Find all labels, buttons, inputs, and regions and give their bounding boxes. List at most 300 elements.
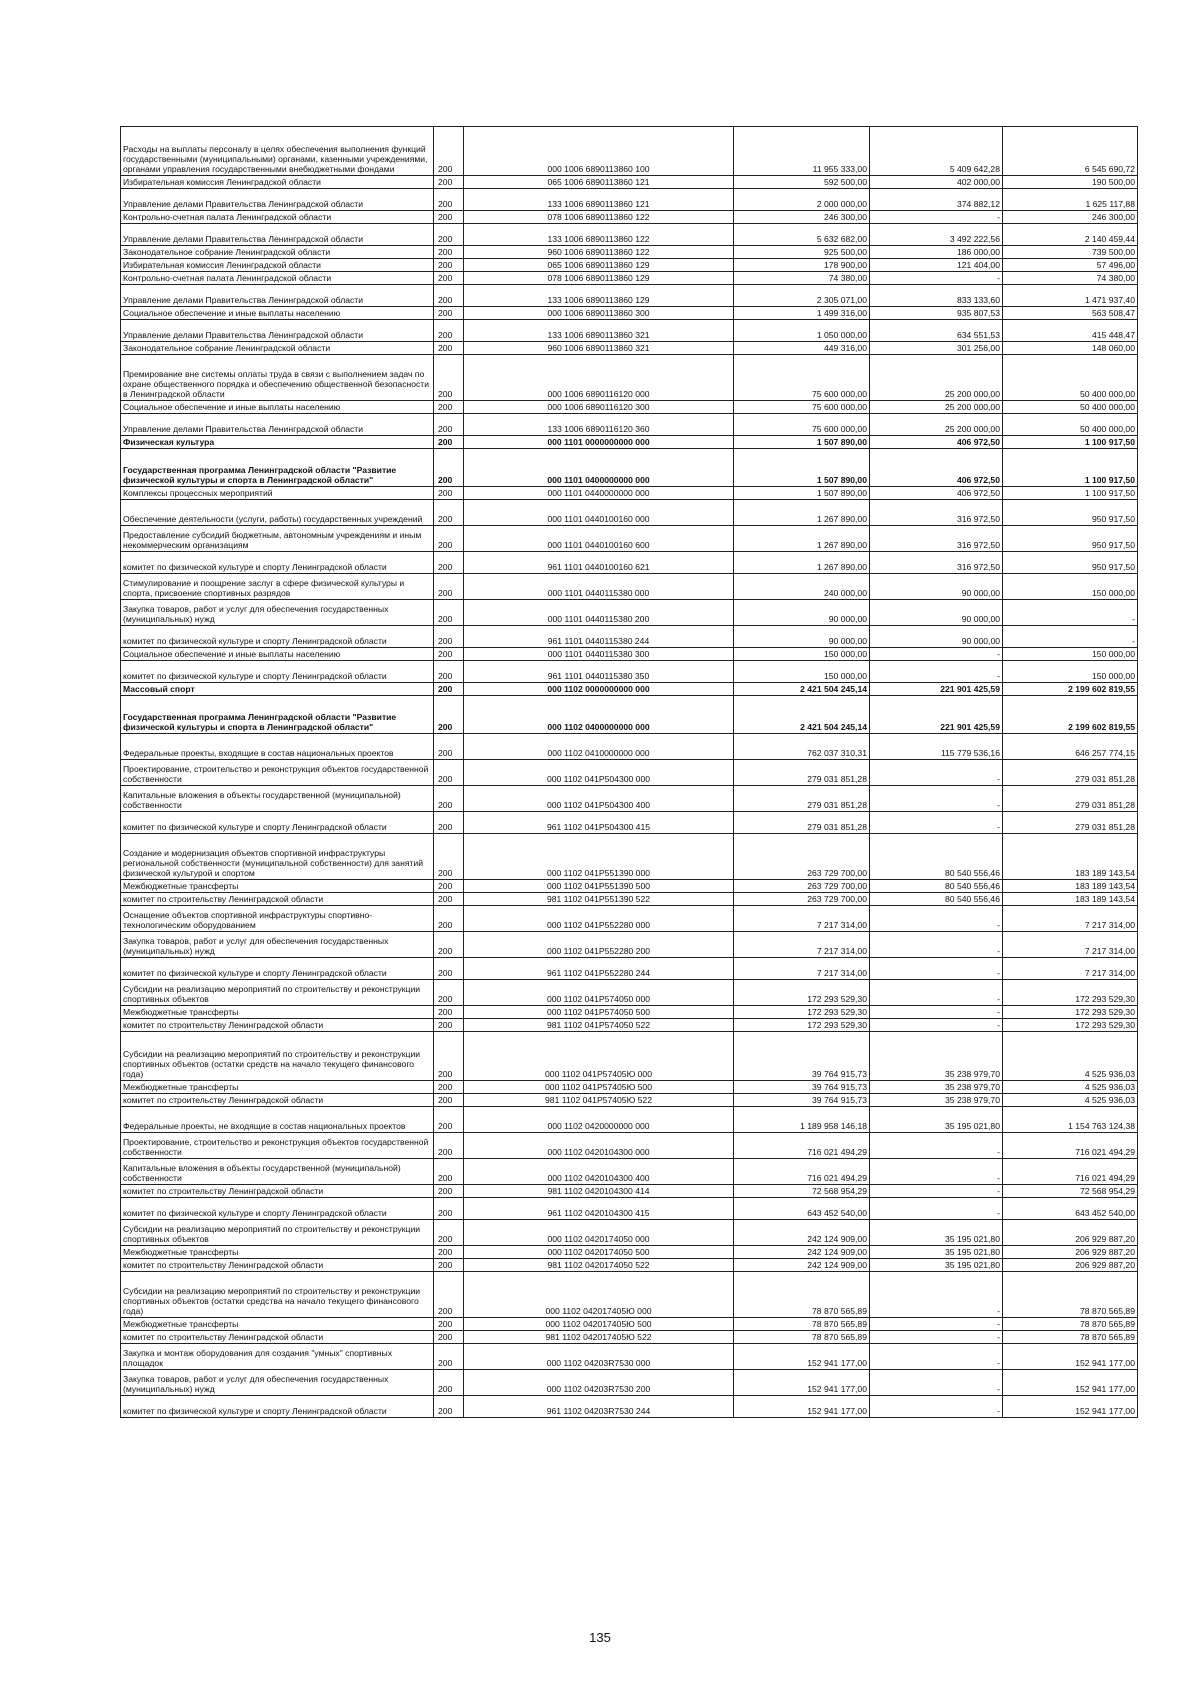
- row-unexecuted-amount-cell: 2 199 602 819,55: [1003, 683, 1138, 696]
- table-row: [121, 834, 1138, 880]
- table-row: [121, 1094, 1138, 1107]
- row-code-cell: 200: [434, 211, 464, 224]
- table-row: [121, 1081, 1138, 1094]
- table-row: [121, 246, 1138, 259]
- table-row: [121, 1318, 1138, 1331]
- table-row: [121, 211, 1138, 224]
- row-kbk-cell: 000 1102 042017405Ю 000: [464, 1272, 734, 1318]
- row-executed-amount-cell: 406 972,50: [870, 487, 1003, 500]
- table-row: [121, 500, 1138, 526]
- table-row: [121, 1272, 1138, 1318]
- row-unexecuted-amount-cell: 7 217 314,00: [1003, 906, 1138, 932]
- row-executed-amount-cell: 5 409 642,28: [870, 127, 1003, 176]
- row-executed-amount-cell: 35 238 979,70: [870, 1081, 1003, 1094]
- row-unexecuted-amount-cell: 4 525 936,03: [1003, 1094, 1138, 1107]
- row-approved-amount-cell: 449 316,00: [734, 342, 870, 355]
- row-executed-amount-cell: -: [870, 1019, 1003, 1032]
- row-unexecuted-amount-cell: 643 452 540,00: [1003, 1198, 1138, 1220]
- table-row: [121, 648, 1138, 661]
- row-name-cell: Государственная программа Ленинградской области "Развитие физической культуры и спорта в Ленинградской области": [121, 449, 434, 487]
- table-row: [121, 259, 1138, 272]
- row-approved-amount-cell: 75 600 000,00: [734, 414, 870, 436]
- row-unexecuted-amount-cell: 206 929 887,20: [1003, 1220, 1138, 1246]
- row-kbk-cell: 000 1102 041P504300 000: [464, 760, 734, 786]
- row-code-cell: 200: [434, 401, 464, 414]
- row-kbk-cell: 078 1006 6890113860 122: [464, 211, 734, 224]
- row-unexecuted-amount-cell: 152 941 177,00: [1003, 1344, 1138, 1370]
- row-code-cell: 200: [434, 1006, 464, 1019]
- row-approved-amount-cell: 150 000,00: [734, 648, 870, 661]
- row-unexecuted-amount-cell: 4 525 936,03: [1003, 1081, 1138, 1094]
- row-unexecuted-amount-cell: 415 448,47: [1003, 320, 1138, 342]
- row-kbk-cell: 961 1102 041P552280 244: [464, 958, 734, 980]
- row-unexecuted-amount-cell: 190 500,00: [1003, 176, 1138, 189]
- row-kbk-cell: 981 1102 041P57405Ю 522: [464, 1094, 734, 1107]
- row-name-cell: комитет по физической культуре и спорту Ленинградской области: [121, 1396, 434, 1418]
- row-name-cell: Социальное обеспечение и иные выплаты населению: [121, 401, 434, 414]
- row-executed-amount-cell: -: [870, 1185, 1003, 1198]
- row-approved-amount-cell: 178 900,00: [734, 259, 870, 272]
- row-approved-amount-cell: 263 729 700,00: [734, 893, 870, 906]
- table-row: [121, 1198, 1138, 1220]
- row-name-cell: комитет по строительству Ленинградской области: [121, 1094, 434, 1107]
- row-code-cell: 200: [434, 449, 464, 487]
- row-executed-amount-cell: -: [870, 1370, 1003, 1396]
- row-kbk-cell: 000 1102 041P574050 500: [464, 1006, 734, 1019]
- row-executed-amount-cell: 35 238 979,70: [870, 1094, 1003, 1107]
- row-code-cell: 200: [434, 1259, 464, 1272]
- table-row: [121, 1246, 1138, 1259]
- row-unexecuted-amount-cell: 57 496,00: [1003, 259, 1138, 272]
- row-unexecuted-amount-cell: 50 400 000,00: [1003, 414, 1138, 436]
- row-executed-amount-cell: -: [870, 1133, 1003, 1159]
- row-unexecuted-amount-cell: 563 508,47: [1003, 307, 1138, 320]
- row-unexecuted-amount-cell: 152 941 177,00: [1003, 1370, 1138, 1396]
- row-name-cell: Создание и модернизация объектов спортивной инфраструктуры региональной собственности (муниципальной собственности) для занятий физической культурой и спортом: [121, 834, 434, 880]
- table-row: [121, 1259, 1138, 1272]
- row-approved-amount-cell: 2 421 504 245,14: [734, 696, 870, 734]
- row-executed-amount-cell: 316 972,50: [870, 526, 1003, 552]
- table-row: [121, 980, 1138, 1006]
- row-approved-amount-cell: 263 729 700,00: [734, 880, 870, 893]
- row-code-cell: 200: [434, 1370, 464, 1396]
- row-unexecuted-amount-cell: 716 021 494,29: [1003, 1159, 1138, 1185]
- row-unexecuted-amount-cell: 7 217 314,00: [1003, 958, 1138, 980]
- table-row: [121, 893, 1138, 906]
- row-code-cell: 200: [434, 958, 464, 980]
- table-row: [121, 958, 1138, 980]
- page-number: 135: [589, 1630, 611, 1645]
- row-approved-amount-cell: 242 124 909,00: [734, 1246, 870, 1259]
- table-row: [121, 127, 1138, 176]
- row-name-cell: Капитальные вложения в объекты государственной (муниципальной) собственности: [121, 1159, 434, 1185]
- row-unexecuted-amount-cell: 150 000,00: [1003, 574, 1138, 600]
- row-approved-amount-cell: 1 499 316,00: [734, 307, 870, 320]
- row-code-cell: 200: [434, 1032, 464, 1081]
- table-row: [121, 1159, 1138, 1185]
- row-executed-amount-cell: 90 000,00: [870, 600, 1003, 626]
- row-approved-amount-cell: 2 421 504 245,14: [734, 683, 870, 696]
- row-unexecuted-amount-cell: -: [1003, 626, 1138, 648]
- table-row: [121, 880, 1138, 893]
- table-row: [121, 932, 1138, 958]
- row-name-cell: комитет по строительству Ленинградской области: [121, 1331, 434, 1344]
- row-approved-amount-cell: 39 764 915,73: [734, 1081, 870, 1094]
- row-unexecuted-amount-cell: 72 568 954,29: [1003, 1185, 1138, 1198]
- row-kbk-cell: 981 1102 0420174050 522: [464, 1259, 734, 1272]
- row-kbk-cell: 000 1102 041P551390 000: [464, 834, 734, 880]
- row-name-cell: Субсидии на реализацию мероприятий по строительству и реконструкции спортивных объектов (остатки средства на начало текущего финансового года): [121, 1272, 434, 1318]
- row-code-cell: 200: [434, 1220, 464, 1246]
- row-code-cell: 200: [434, 1331, 464, 1344]
- table-row: [121, 1344, 1138, 1370]
- row-code-cell: 200: [434, 355, 464, 401]
- row-executed-amount-cell: 90 000,00: [870, 574, 1003, 600]
- row-name-cell: комитет по физической культуре и спорту Ленинградской области: [121, 1198, 434, 1220]
- row-code-cell: 200: [434, 626, 464, 648]
- budget-execution-table: [120, 126, 1138, 1418]
- row-name-cell: комитет по физической культуре и спорту Ленинградской области: [121, 812, 434, 834]
- row-approved-amount-cell: 75 600 000,00: [734, 355, 870, 401]
- row-code-cell: 200: [434, 526, 464, 552]
- row-name-cell: Закупка товаров, работ и услуг для обеспечения государственных (муниципальных) нужд: [121, 932, 434, 958]
- row-name-cell: Управление делами Правительства Ленинградской области: [121, 320, 434, 342]
- row-kbk-cell: 000 1006 6890113860 100: [464, 127, 734, 176]
- table-row: [121, 320, 1138, 342]
- row-kbk-cell: 000 1102 0000000000 000: [464, 683, 734, 696]
- row-approved-amount-cell: 78 870 565,89: [734, 1318, 870, 1331]
- row-kbk-cell: 000 1102 0420104300 400: [464, 1159, 734, 1185]
- row-approved-amount-cell: 1 507 890,00: [734, 449, 870, 487]
- row-kbk-cell: 000 1101 0440100160 600: [464, 526, 734, 552]
- row-executed-amount-cell: 316 972,50: [870, 552, 1003, 574]
- row-unexecuted-amount-cell: 716 021 494,29: [1003, 1133, 1138, 1159]
- row-kbk-cell: 961 1101 0440115380 350: [464, 661, 734, 683]
- row-name-cell: Управление делами Правительства Ленинградской области: [121, 189, 434, 211]
- row-kbk-cell: 000 1101 0000000000 000: [464, 436, 734, 449]
- row-unexecuted-amount-cell: 50 400 000,00: [1003, 355, 1138, 401]
- row-kbk-cell: 960 1006 6890113860 321: [464, 342, 734, 355]
- row-approved-amount-cell: 716 021 494,29: [734, 1159, 870, 1185]
- row-executed-amount-cell: 221 901 425,59: [870, 696, 1003, 734]
- row-approved-amount-cell: 90 000,00: [734, 626, 870, 648]
- table-row: [121, 760, 1138, 786]
- row-kbk-cell: 961 1102 041P504300 415: [464, 812, 734, 834]
- row-unexecuted-amount-cell: 246 300,00: [1003, 211, 1138, 224]
- row-approved-amount-cell: 1 507 890,00: [734, 436, 870, 449]
- row-name-cell: Межбюджетные трансферты: [121, 1006, 434, 1019]
- row-kbk-cell: 000 1101 0440000000 000: [464, 487, 734, 500]
- row-kbk-cell: 000 1102 0400000000 000: [464, 696, 734, 734]
- table-row: [121, 626, 1138, 648]
- table-row: [121, 1396, 1138, 1418]
- row-executed-amount-cell: 35 195 021,80: [870, 1246, 1003, 1259]
- row-unexecuted-amount-cell: 172 293 529,30: [1003, 1006, 1138, 1019]
- row-kbk-cell: 000 1101 0440115380 300: [464, 648, 734, 661]
- row-code-cell: 200: [434, 500, 464, 526]
- row-approved-amount-cell: 150 000,00: [734, 661, 870, 683]
- row-approved-amount-cell: 172 293 529,30: [734, 1006, 870, 1019]
- row-name-cell: Межбюджетные трансферты: [121, 880, 434, 893]
- row-name-cell: Законодательное собрание Ленинградской области: [121, 246, 434, 259]
- table-row: [121, 487, 1138, 500]
- row-unexecuted-amount-cell: 279 031 851,28: [1003, 786, 1138, 812]
- row-kbk-cell: 000 1102 04203R7530 000: [464, 1344, 734, 1370]
- row-name-cell: Массовый спорт: [121, 683, 434, 696]
- row-kbk-cell: 981 1102 0420104300 414: [464, 1185, 734, 1198]
- row-unexecuted-amount-cell: 206 929 887,20: [1003, 1246, 1138, 1259]
- row-name-cell: Проектирование, строительство и реконструкция объектов государственной собственности: [121, 760, 434, 786]
- table-row: [121, 224, 1138, 246]
- table-row: [121, 1032, 1138, 1081]
- row-unexecuted-amount-cell: 739 500,00: [1003, 246, 1138, 259]
- row-name-cell: Управление делами Правительства Ленинградской области: [121, 224, 434, 246]
- row-executed-amount-cell: 25 200 000,00: [870, 414, 1003, 436]
- row-kbk-cell: 133 1006 6890113860 321: [464, 320, 734, 342]
- row-approved-amount-cell: 152 941 177,00: [734, 1370, 870, 1396]
- row-executed-amount-cell: 115 779 536,16: [870, 734, 1003, 760]
- row-approved-amount-cell: 152 941 177,00: [734, 1396, 870, 1418]
- row-kbk-cell: 000 1102 0420174050 500: [464, 1246, 734, 1259]
- row-code-cell: 200: [434, 1094, 464, 1107]
- row-unexecuted-amount-cell: 50 400 000,00: [1003, 401, 1138, 414]
- row-unexecuted-amount-cell: 74 380,00: [1003, 272, 1138, 285]
- row-executed-amount-cell: 25 200 000,00: [870, 355, 1003, 401]
- table-row: [121, 414, 1138, 436]
- row-executed-amount-cell: -: [870, 1159, 1003, 1185]
- row-unexecuted-amount-cell: 172 293 529,30: [1003, 1019, 1138, 1032]
- row-executed-amount-cell: 374 882,12: [870, 189, 1003, 211]
- row-approved-amount-cell: 72 568 954,29: [734, 1185, 870, 1198]
- row-code-cell: 200: [434, 696, 464, 734]
- row-code-cell: 200: [434, 683, 464, 696]
- row-kbk-cell: 000 1102 041P552280 200: [464, 932, 734, 958]
- table-row: [121, 683, 1138, 696]
- row-unexecuted-amount-cell: 1 100 917,50: [1003, 449, 1138, 487]
- row-executed-amount-cell: 90 000,00: [870, 626, 1003, 648]
- row-executed-amount-cell: -: [870, 906, 1003, 932]
- row-code-cell: 200: [434, 600, 464, 626]
- row-executed-amount-cell: 406 972,50: [870, 436, 1003, 449]
- row-approved-amount-cell: 78 870 565,89: [734, 1331, 870, 1344]
- row-kbk-cell: 000 1102 041P57405Ю 000: [464, 1032, 734, 1081]
- row-code-cell: 200: [434, 487, 464, 500]
- row-name-cell: Контрольно-счетная палата Ленинградской области: [121, 211, 434, 224]
- row-name-cell: комитет по физической культуре и спорту Ленинградской области: [121, 958, 434, 980]
- row-kbk-cell: 000 1102 041P574050 000: [464, 980, 734, 1006]
- table-row: [121, 1019, 1138, 1032]
- row-name-cell: Федеральные проекты, входящие в состав национальных проектов: [121, 734, 434, 760]
- row-name-cell: Межбюджетные трансферты: [121, 1246, 434, 1259]
- row-name-cell: Комплексы процессных мероприятий: [121, 487, 434, 500]
- row-unexecuted-amount-cell: 1 471 937,40: [1003, 285, 1138, 307]
- table-row: [121, 574, 1138, 600]
- row-unexecuted-amount-cell: 950 917,50: [1003, 552, 1138, 574]
- row-kbk-cell: 133 1006 6890113860 121: [464, 189, 734, 211]
- row-code-cell: 200: [434, 1185, 464, 1198]
- table-row: [121, 661, 1138, 683]
- row-kbk-cell: 000 1102 0420104300 000: [464, 1133, 734, 1159]
- row-code-cell: 200: [434, 414, 464, 436]
- table-row: [121, 1331, 1138, 1344]
- row-kbk-cell: 000 1102 04203R7530 200: [464, 1370, 734, 1396]
- table-row: [121, 734, 1138, 760]
- row-approved-amount-cell: 7 217 314,00: [734, 958, 870, 980]
- row-kbk-cell: 000 1102 041P504300 400: [464, 786, 734, 812]
- row-executed-amount-cell: -: [870, 786, 1003, 812]
- row-approved-amount-cell: 279 031 851,28: [734, 812, 870, 834]
- table-row: [121, 786, 1138, 812]
- row-executed-amount-cell: 35 238 979,70: [870, 1032, 1003, 1081]
- row-name-cell: Стимулирование и поощрение заслуг в сфере физической культуры и спорта, присвоение спортивных разрядов: [121, 574, 434, 600]
- row-approved-amount-cell: 762 037 310,31: [734, 734, 870, 760]
- row-unexecuted-amount-cell: 1 625 117,88: [1003, 189, 1138, 211]
- row-approved-amount-cell: 1 050 000,00: [734, 320, 870, 342]
- row-kbk-cell: 000 1102 0410000000 000: [464, 734, 734, 760]
- row-approved-amount-cell: 279 031 851,28: [734, 786, 870, 812]
- table-row: [121, 307, 1138, 320]
- row-executed-amount-cell: -: [870, 1344, 1003, 1370]
- row-executed-amount-cell: 833 133,60: [870, 285, 1003, 307]
- row-unexecuted-amount-cell: 950 917,50: [1003, 500, 1138, 526]
- table-row: [121, 1185, 1138, 1198]
- row-name-cell: Управление делами Правительства Ленинградской области: [121, 414, 434, 436]
- row-executed-amount-cell: 80 540 556,46: [870, 834, 1003, 880]
- row-approved-amount-cell: 75 600 000,00: [734, 401, 870, 414]
- row-unexecuted-amount-cell: 206 929 887,20: [1003, 1259, 1138, 1272]
- row-name-cell: Субсидии на реализацию мероприятий по строительству и реконструкции спортивных объектов (остатки средств на начало текущего финансового года): [121, 1032, 434, 1081]
- row-unexecuted-amount-cell: -: [1003, 600, 1138, 626]
- row-kbk-cell: 000 1006 6890116120 000: [464, 355, 734, 401]
- row-executed-amount-cell: 35 195 021,80: [870, 1107, 1003, 1133]
- row-code-cell: 200: [434, 1318, 464, 1331]
- row-unexecuted-amount-cell: 183 189 143,54: [1003, 834, 1138, 880]
- row-executed-amount-cell: 301 256,00: [870, 342, 1003, 355]
- row-unexecuted-amount-cell: 279 031 851,28: [1003, 760, 1138, 786]
- row-code-cell: 200: [434, 648, 464, 661]
- row-approved-amount-cell: 1 267 890,00: [734, 552, 870, 574]
- row-unexecuted-amount-cell: 183 189 143,54: [1003, 880, 1138, 893]
- row-name-cell: комитет по строительству Ленинградской области: [121, 1259, 434, 1272]
- row-unexecuted-amount-cell: 2 140 459,44: [1003, 224, 1138, 246]
- row-approved-amount-cell: 242 124 909,00: [734, 1259, 870, 1272]
- row-kbk-cell: 961 1101 0440115380 244: [464, 626, 734, 648]
- table-row: [121, 1220, 1138, 1246]
- row-kbk-cell: 000 1101 0400000000 000: [464, 449, 734, 487]
- row-unexecuted-amount-cell: 172 293 529,30: [1003, 980, 1138, 1006]
- row-code-cell: 200: [434, 224, 464, 246]
- row-executed-amount-cell: -: [870, 958, 1003, 980]
- table-row: [121, 436, 1138, 449]
- row-code-cell: 200: [434, 1272, 464, 1318]
- row-name-cell: Законодательное собрание Ленинградской области: [121, 342, 434, 355]
- row-code-cell: 200: [434, 1396, 464, 1418]
- row-unexecuted-amount-cell: 4 525 936,03: [1003, 1032, 1138, 1081]
- row-unexecuted-amount-cell: 2 199 602 819,55: [1003, 696, 1138, 734]
- row-name-cell: комитет по физической культуре и спорту Ленинградской области: [121, 552, 434, 574]
- row-unexecuted-amount-cell: 183 189 143,54: [1003, 893, 1138, 906]
- row-unexecuted-amount-cell: 78 870 565,89: [1003, 1331, 1138, 1344]
- row-name-cell: Избирательная комиссия Ленинградской области: [121, 259, 434, 272]
- row-unexecuted-amount-cell: 1 154 763 124,38: [1003, 1107, 1138, 1133]
- row-code-cell: 200: [434, 1344, 464, 1370]
- row-kbk-cell: 000 1006 6890116120 300: [464, 401, 734, 414]
- row-approved-amount-cell: 925 500,00: [734, 246, 870, 259]
- row-executed-amount-cell: -: [870, 760, 1003, 786]
- table-row: [121, 355, 1138, 401]
- row-kbk-cell: 000 1102 0420000000 000: [464, 1107, 734, 1133]
- table-row: [121, 906, 1138, 932]
- table-row: [121, 342, 1138, 355]
- row-approved-amount-cell: 246 300,00: [734, 211, 870, 224]
- row-kbk-cell: 133 1006 6890113860 129: [464, 285, 734, 307]
- row-code-cell: 200: [434, 1198, 464, 1220]
- row-unexecuted-amount-cell: 1 100 917,50: [1003, 436, 1138, 449]
- row-code-cell: 200: [434, 552, 464, 574]
- row-unexecuted-amount-cell: 7 217 314,00: [1003, 932, 1138, 958]
- row-code-cell: 200: [434, 760, 464, 786]
- row-approved-amount-cell: 78 870 565,89: [734, 1272, 870, 1318]
- row-unexecuted-amount-cell: 148 060,00: [1003, 342, 1138, 355]
- row-approved-amount-cell: 2 305 071,00: [734, 285, 870, 307]
- row-approved-amount-cell: 39 764 915,73: [734, 1032, 870, 1081]
- row-executed-amount-cell: -: [870, 1331, 1003, 1344]
- row-name-cell: Социальное обеспечение и иные выплаты населению: [121, 648, 434, 661]
- row-name-cell: Премирование вне системы оплаты труда в связи с выполнением задач по охране общественного порядка и обеспечению общественной безопасности в Ленинградской области: [121, 355, 434, 401]
- row-code-cell: 200: [434, 1133, 464, 1159]
- row-kbk-cell: 960 1006 6890113860 122: [464, 246, 734, 259]
- row-name-cell: Межбюджетные трансферты: [121, 1318, 434, 1331]
- row-approved-amount-cell: 1 267 890,00: [734, 500, 870, 526]
- table-row: [121, 1107, 1138, 1133]
- row-name-cell: Государственная программа Ленинградской области "Развитие физической культуры и спорта в Ленинградской области": [121, 696, 434, 734]
- row-name-cell: комитет по строительству Ленинградской области: [121, 1185, 434, 1198]
- row-approved-amount-cell: 240 000,00: [734, 574, 870, 600]
- row-kbk-cell: 065 1006 6890113860 121: [464, 176, 734, 189]
- table-body: [121, 127, 1138, 1418]
- table-row: [121, 401, 1138, 414]
- table-row: [121, 812, 1138, 834]
- row-approved-amount-cell: 74 380,00: [734, 272, 870, 285]
- table-row: [121, 189, 1138, 211]
- row-name-cell: Оснащение объектов спортивной инфраструктуры спортивно-технологическим оборудованием: [121, 906, 434, 932]
- row-executed-amount-cell: 406 972,50: [870, 449, 1003, 487]
- row-code-cell: 200: [434, 320, 464, 342]
- row-unexecuted-amount-cell: 152 941 177,00: [1003, 1396, 1138, 1418]
- row-kbk-cell: 000 1102 0420174050 000: [464, 1220, 734, 1246]
- row-approved-amount-cell: 90 000,00: [734, 600, 870, 626]
- row-executed-amount-cell: -: [870, 980, 1003, 1006]
- row-name-cell: Расходы на выплаты персоналу в целях обеспечения выполнения функций государственными (муниципальными) органами, казенными учреждениями, органами управления государственными внебюджетными фондами: [121, 127, 434, 176]
- row-executed-amount-cell: -: [870, 661, 1003, 683]
- row-code-cell: 200: [434, 1107, 464, 1133]
- row-name-cell: Закупка товаров, работ и услуг для обеспечения государственных (муниципальных) нужд: [121, 1370, 434, 1396]
- row-kbk-cell: 000 1101 0440115380 000: [464, 574, 734, 600]
- row-name-cell: Предоставление субсидий бюджетным, автономным учреждениям и иным некоммерческим организациям: [121, 526, 434, 552]
- row-approved-amount-cell: 11 955 333,00: [734, 127, 870, 176]
- row-code-cell: 200: [434, 812, 464, 834]
- row-executed-amount-cell: 634 551,53: [870, 320, 1003, 342]
- table-row: [121, 272, 1138, 285]
- row-kbk-cell: 000 1102 041P57405Ю 500: [464, 1081, 734, 1094]
- row-unexecuted-amount-cell: 150 000,00: [1003, 661, 1138, 683]
- row-executed-amount-cell: 35 195 021,80: [870, 1220, 1003, 1246]
- row-executed-amount-cell: 80 540 556,46: [870, 880, 1003, 893]
- row-executed-amount-cell: 402 000,00: [870, 176, 1003, 189]
- row-executed-amount-cell: -: [870, 272, 1003, 285]
- row-approved-amount-cell: 39 764 915,73: [734, 1094, 870, 1107]
- row-kbk-cell: 000 1102 042017405Ю 500: [464, 1318, 734, 1331]
